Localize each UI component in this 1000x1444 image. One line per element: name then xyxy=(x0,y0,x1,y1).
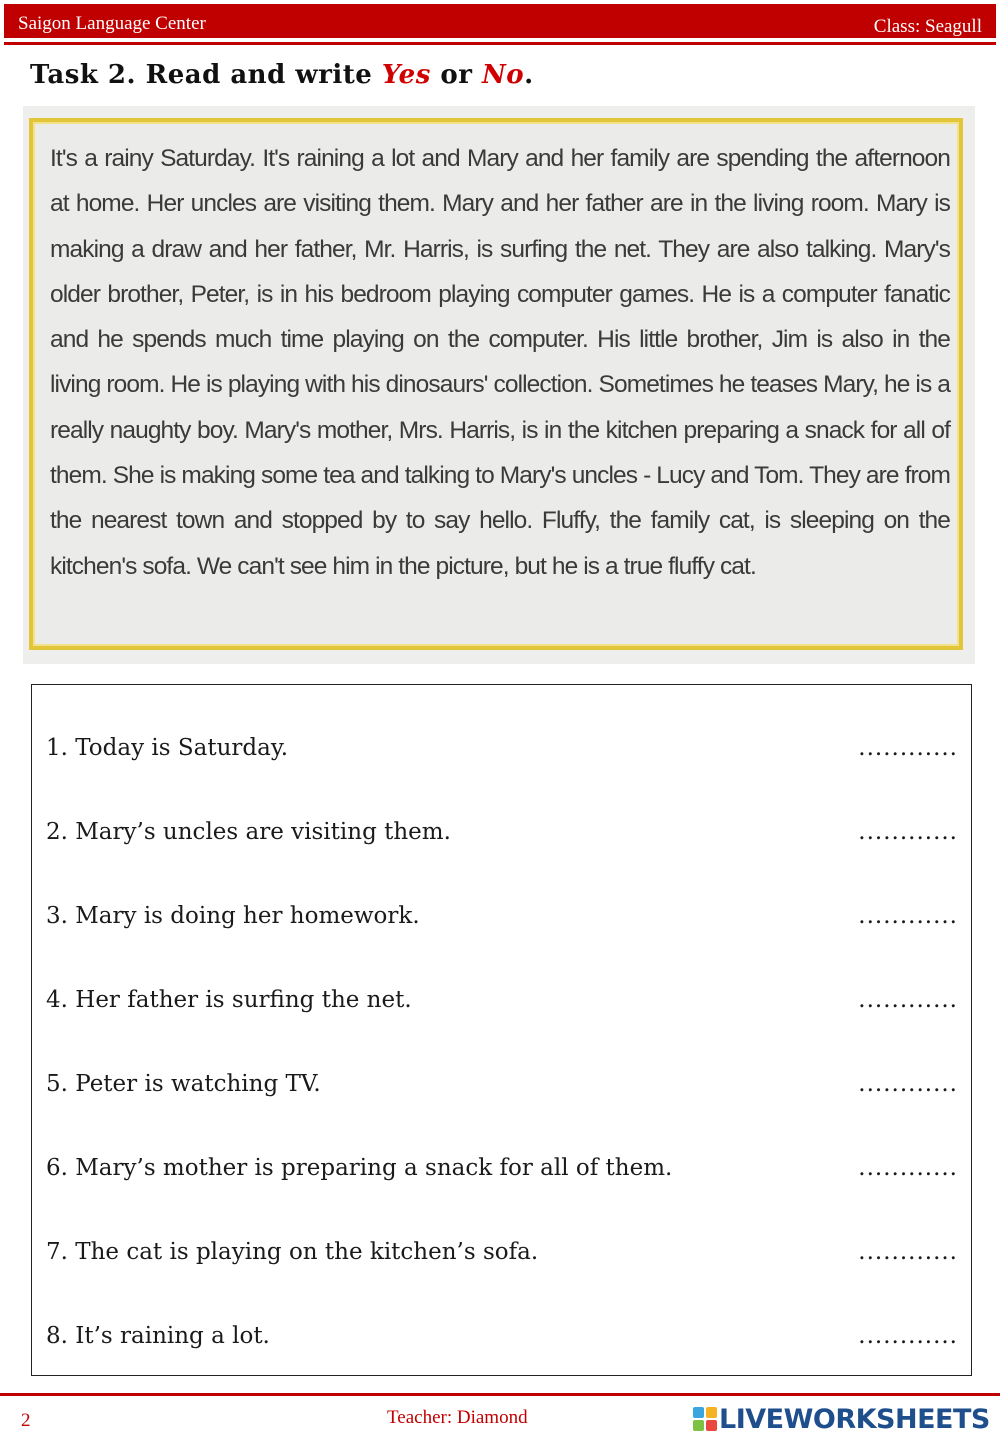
header-bar xyxy=(4,4,996,38)
question-row xyxy=(46,1155,958,1195)
question-row xyxy=(46,735,958,775)
task-title-middle: or xyxy=(430,60,483,90)
brand-wordmark: LIVEWORKSHEETS xyxy=(719,1403,990,1435)
liveworksheets-brand[interactable] xyxy=(693,1404,990,1434)
answer-blank[interactable]: ............ xyxy=(858,1071,958,1097)
reading-passage-image xyxy=(23,106,975,664)
answer-blank[interactable]: ............ xyxy=(858,987,958,1013)
question-text: 4. Her father is surfing the net. xyxy=(46,987,412,1013)
reading-frame xyxy=(29,118,963,650)
question-text: 6. Mary’s mother is preparing a snack for all of them. xyxy=(46,1155,673,1181)
task-title-suffix: . xyxy=(524,60,534,90)
answer-blank[interactable]: ............ xyxy=(858,1155,958,1181)
task-title xyxy=(30,60,534,90)
task-title-no: No xyxy=(482,60,525,90)
header-divider xyxy=(4,42,996,45)
task-title-yes: Yes xyxy=(381,60,431,90)
question-row xyxy=(46,819,958,859)
reading-passage-text: It's a rainy Saturday. It's raining a lot and Mary and her family are spending the afternoon at home. Her uncles are visiting them. Mary and her father are in the living room. Mary is making a draw and her father, Mr. Harris, is surfing the net. They are also talking. Mary's older brother, Peter, is in his bedroom playing computer games. He is a computer fanatic and he spends much time playing on the computer. His little brother, Jim is also in the living room. He is playing with his dinosaurs' collection. Sometimes he teases Mary, he is a really naughty boy. Mary's mother, Mrs. Harris, is in the kitchen preparing a snack for all of them. She is making some tea and talking to Mary's uncles - Lucy and Tom. They are from the nearest town and stopped by to say hello. Fluffy, the family cat, is sleeping on the kitchen's sofa. We can't see him in the picture, but he is a true fluffy cat. xyxy=(50,145,950,580)
questions-box xyxy=(31,684,972,1376)
question-row xyxy=(46,903,958,943)
question-text: 8. It’s raining a lot. xyxy=(46,1323,270,1349)
center-name: Saigon Language Center xyxy=(18,13,206,34)
question-text: 1. Today is Saturday. xyxy=(46,735,289,761)
teacher-name: Teacher: Diamond xyxy=(387,1407,528,1428)
question-text: 5. Peter is watching TV. xyxy=(46,1071,321,1097)
answer-blank[interactable]: ............ xyxy=(858,903,958,929)
task-title-prefix: Task 2. Read and write xyxy=(30,60,382,90)
question-row xyxy=(46,987,958,1027)
question-text: 3. Mary is doing her homework. xyxy=(46,903,420,929)
question-row xyxy=(46,1239,958,1279)
question-row xyxy=(46,1323,958,1363)
liveworksheets-logo-icon xyxy=(693,1407,717,1431)
footer-divider xyxy=(0,1393,1000,1396)
class-label: Class: Seagull xyxy=(873,16,982,37)
answer-blank[interactable]: ............ xyxy=(858,819,958,845)
page-number: 2 xyxy=(21,1410,31,1431)
answer-blank[interactable]: ............ xyxy=(858,735,958,761)
answer-blank[interactable]: ............ xyxy=(858,1239,958,1265)
question-text: 2. Mary’s uncles are visiting them. xyxy=(46,819,451,845)
question-row xyxy=(46,1071,958,1111)
answer-blank[interactable]: ............ xyxy=(858,1323,958,1349)
question-text: 7. The cat is playing on the kitchen’s sofa. xyxy=(46,1239,539,1265)
